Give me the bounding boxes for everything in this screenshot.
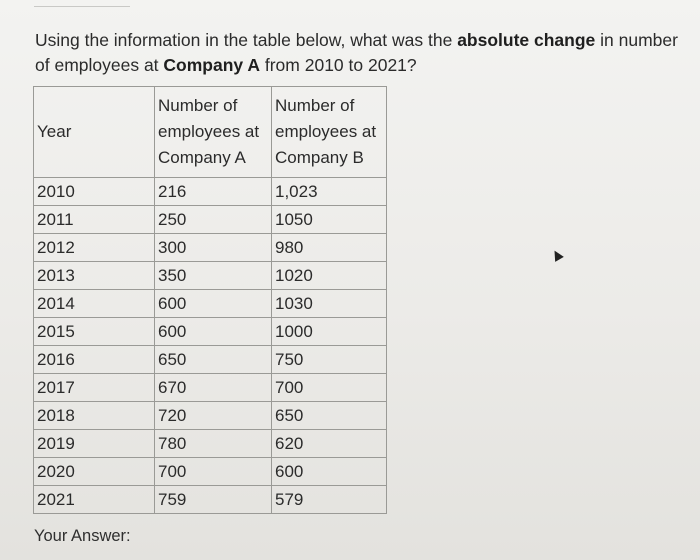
table-row	[34, 234, 387, 262]
cell-year: 2017	[34, 374, 155, 402]
table-row	[34, 458, 387, 486]
cell-company-b: 1020	[272, 262, 387, 290]
cell-company-a: 650	[155, 346, 272, 374]
header-company-b: Number of employees at Company B	[272, 87, 387, 178]
table-row	[34, 486, 387, 514]
cell-company-a: 700	[155, 458, 272, 486]
question-text	[35, 28, 695, 78]
question-emphasis-company-a: Company A	[163, 55, 260, 75]
cell-company-a: 720	[155, 402, 272, 430]
question-part-2: in number of employees at	[35, 30, 678, 75]
cell-year: 2021	[34, 486, 155, 514]
mouse-cursor-icon	[550, 248, 564, 262]
cell-company-b: 1050	[272, 206, 387, 234]
question-part-1: Using the information in the table below, what was the	[35, 30, 458, 50]
table-row	[34, 430, 387, 458]
table-row	[34, 346, 387, 374]
cell-company-b: 1000	[272, 318, 387, 346]
table-row	[34, 262, 387, 290]
table-row	[34, 374, 387, 402]
cell-year: 2011	[34, 206, 155, 234]
cell-company-a: 300	[155, 234, 272, 262]
top-divider	[34, 6, 130, 7]
cell-year: 2015	[34, 318, 155, 346]
cell-company-a: 759	[155, 486, 272, 514]
answer-label: Your Answer:	[34, 527, 131, 545]
cell-company-b: 620	[272, 430, 387, 458]
table-row	[34, 178, 387, 206]
cell-company-b: 980	[272, 234, 387, 262]
cell-company-b: 579	[272, 486, 387, 514]
cell-year: 2010	[34, 178, 155, 206]
table-body	[34, 178, 387, 514]
cell-year: 2019	[34, 430, 155, 458]
cell-year: 2014	[34, 290, 155, 318]
cell-company-b: 1030	[272, 290, 387, 318]
question-emphasis-absolute-change: absolute change	[457, 30, 596, 50]
cell-company-a: 780	[155, 430, 272, 458]
cell-company-a: 250	[155, 206, 272, 234]
cell-company-a: 216	[155, 178, 272, 206]
table-header-row	[34, 87, 387, 178]
cell-company-b: 700	[272, 374, 387, 402]
cell-company-a: 670	[155, 374, 272, 402]
table-row	[34, 402, 387, 430]
cell-company-b: 650	[272, 402, 387, 430]
header-company-a: Number of employees at Company A	[155, 87, 272, 178]
employee-table	[33, 86, 387, 514]
question-part-3: from 2010 to 2021?	[260, 55, 417, 75]
cell-company-b: 600	[272, 458, 387, 486]
cell-year: 2020	[34, 458, 155, 486]
cell-company-b: 750	[272, 346, 387, 374]
cell-year: 2013	[34, 262, 155, 290]
cell-year: 2012	[34, 234, 155, 262]
table-row	[34, 290, 387, 318]
cell-year: 2016	[34, 346, 155, 374]
cell-company-a: 600	[155, 318, 272, 346]
header-year: Year	[34, 87, 155, 178]
cell-company-a: 600	[155, 290, 272, 318]
cell-year: 2018	[34, 402, 155, 430]
cell-company-b: 1,023	[272, 178, 387, 206]
table-row	[34, 206, 387, 234]
cell-company-a: 350	[155, 262, 272, 290]
table-row	[34, 318, 387, 346]
